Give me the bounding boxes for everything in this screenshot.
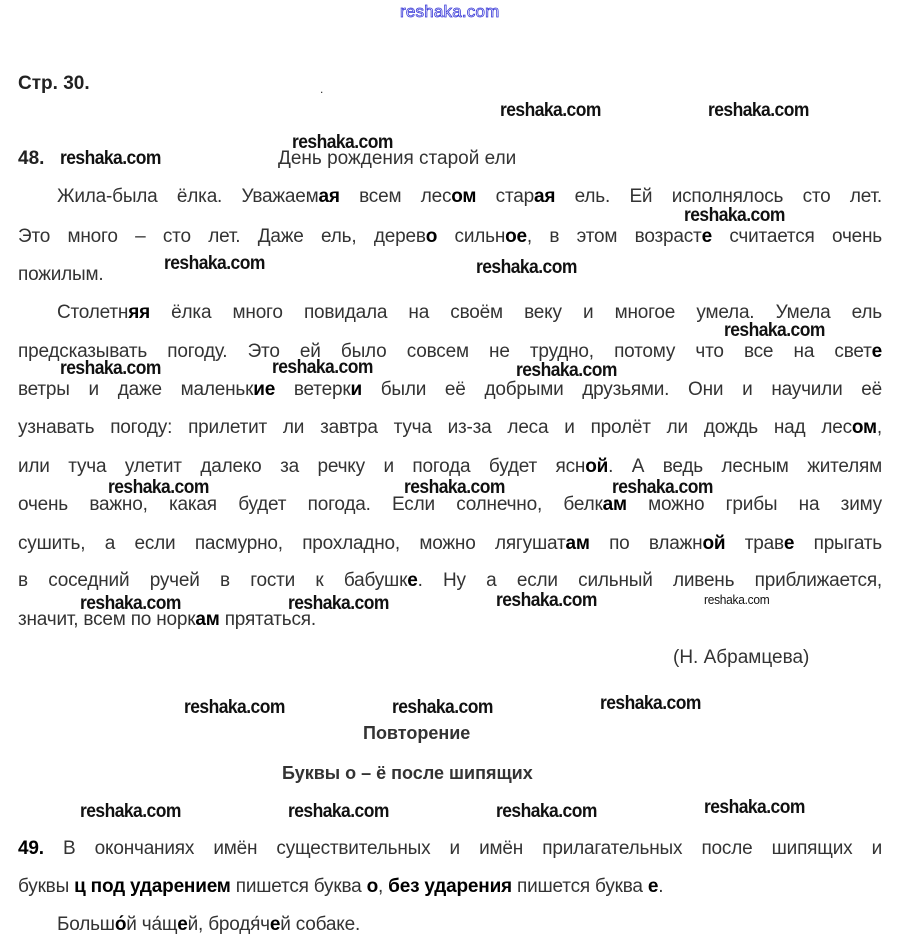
watermark-text: reshaka.com [60, 148, 161, 169]
watermark-text: reshaka.com [704, 797, 805, 818]
watermark-text: reshaka.com [496, 590, 597, 611]
watermark-text: reshaka.com [496, 801, 597, 822]
exercise-48-title: День рождения старой ели [278, 148, 517, 169]
watermark-text: reshaka.com [704, 592, 770, 607]
watermark-text: reshaka.com [292, 132, 393, 153]
watermark-text: reshaka.com [184, 697, 285, 718]
watermark-text: reshaka.com [108, 477, 209, 498]
watermark-text: reshaka.com [600, 693, 701, 714]
watermark-text: reshaka.com [708, 100, 809, 121]
author-attribution: (Н. Абрамцева) [673, 647, 810, 668]
watermark-text: reshaka.com [392, 697, 493, 718]
watermark-text: reshaka.com [684, 205, 785, 226]
section-subheading: Буквы о – ё после шипящих [282, 763, 533, 783]
watermark-text: reshaka.com [288, 801, 389, 822]
exercise-49-line-1: 49. В окончаниях имён существительных и имён прилагательных после шипящих и [18, 838, 882, 859]
watermark-text: reshaka.com [724, 320, 825, 341]
exercise-49-example: Большо́й ча́щей, бродя́чей собаке. [57, 914, 361, 935]
text-line-11: в соседний ручей в гости к бабушке. Ну а если сильный ливень приближается, [18, 570, 883, 591]
text-line-8: или туча улетит далеко за речку и погода будет ясной. А ведь лесным жителям [18, 456, 882, 477]
stray-dot: . [320, 82, 324, 96]
text-line-10: сушить, а если пасмурно, прохладно, можно лягушатам по влажной траве прыгать [18, 533, 882, 554]
exercise-48-number: 48. [18, 148, 45, 169]
text-line-3: пожилым. [18, 264, 104, 285]
text-line-6: ветры и даже маленькие ветерки были её добрыми друзьями. Они и научили её [18, 379, 882, 400]
watermark-text: reshaka.com [272, 357, 373, 378]
site-watermark-top[interactable]: reshaka.com [400, 2, 500, 21]
text-line-7: узнавать погоду: прилетит ли завтра туча из-за леса и пролёт ли дождь над лесом, [18, 417, 882, 438]
text-line-12: значит, всем по норкам прятаться. [18, 609, 316, 630]
section-heading: Повторение [363, 723, 471, 743]
watermark-text: reshaka.com [500, 100, 601, 121]
watermark-text: reshaka.com [80, 801, 181, 822]
watermark-text: reshaka.com [164, 253, 265, 274]
watermark-text: reshaka.com [288, 593, 389, 614]
exercise-49-line-2: буквы ц под ударением пишется буква о, без ударения пишется буква е. [18, 876, 664, 897]
text-line-4: Столетняя ёлка много повидала на своём веку и многое умела. Умела ель [57, 302, 882, 323]
watermark-text: reshaka.com [612, 477, 713, 498]
watermark-text: reshaka.com [476, 257, 577, 278]
exercise-49-number: 49. [18, 838, 44, 859]
watermark-text: reshaka.com [516, 360, 617, 381]
watermark-text: reshaka.com [80, 593, 181, 614]
watermark-text: reshaka.com [60, 358, 161, 379]
watermark-text: reshaka.com [404, 477, 505, 498]
text-line-5: предсказывать погоду. Это ей было совсем не трудно, потому что все на свете [18, 341, 882, 362]
text-line-1: Жила-была ёлка. Уважаемая всем лесом старая ель. Ей исполнялось сто лет. [57, 186, 883, 207]
page-number-label: Стр. 30. [18, 73, 90, 94]
text-line-2: Это много – сто лет. Даже ель, дерево сильное, в этом возрасте считается очень [18, 226, 883, 247]
text-line-9: очень важно, какая будет погода. Если солнечно, белкам можно грибы на зиму [18, 494, 882, 515]
